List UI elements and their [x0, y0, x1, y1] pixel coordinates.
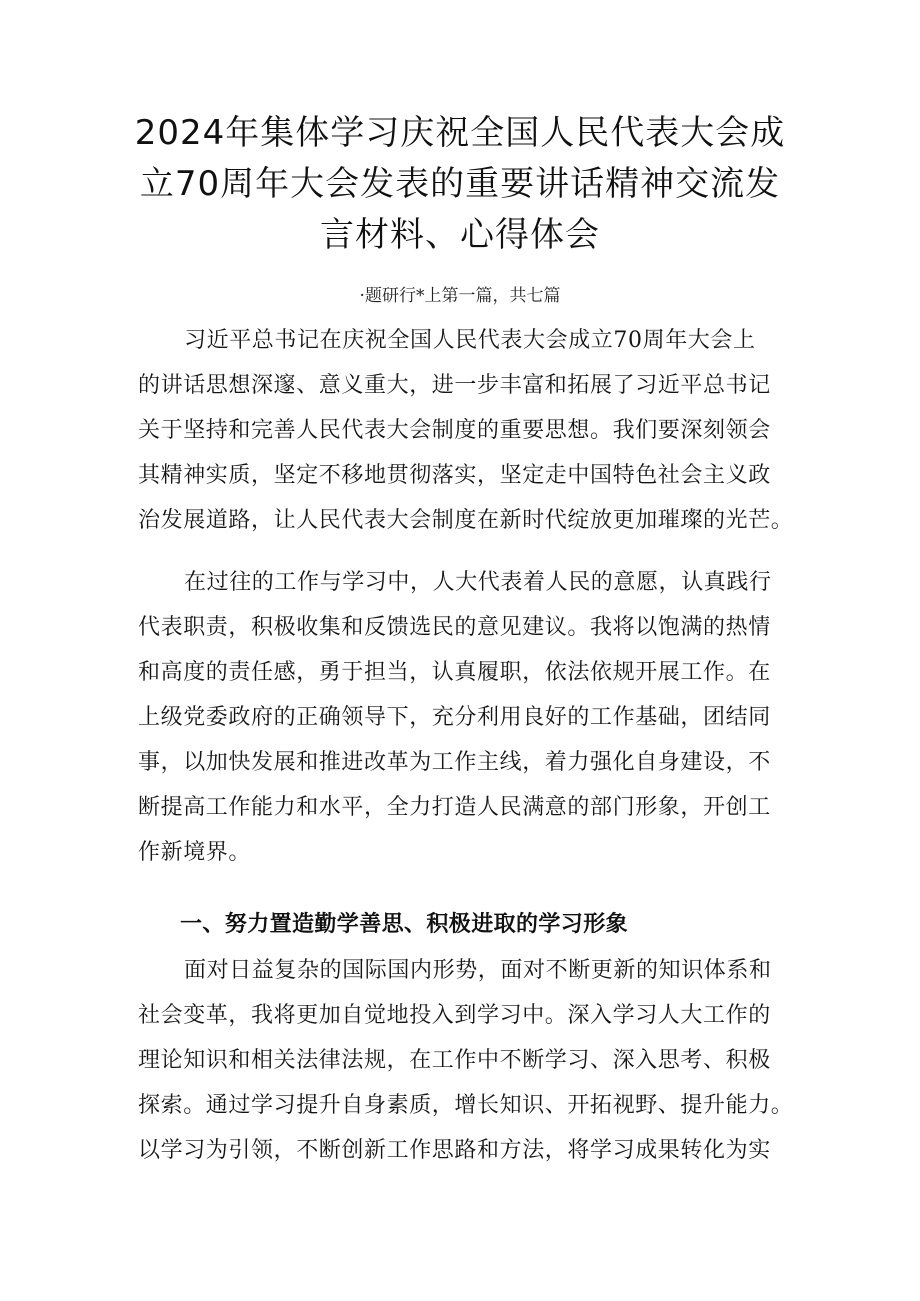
paragraph-line: 作新境界。: [138, 840, 252, 865]
paragraph-line: 断提高工作能力和水平，全力打造人民满意的部门形象，开创工: [138, 795, 771, 820]
paragraph-line: 习近平总书记在庆祝全国人民代表大会成立70周年大会上: [184, 328, 756, 353]
document-title: [120, 108, 800, 261]
paragraph-line: 的讲话思想深邃、意义重大，进一步丰富和拓展了习近平总书记: [138, 373, 771, 398]
document-subtitle: ·题研行*上第一篇，共七篇: [359, 286, 561, 306]
paragraph-line: 理论知识和相关法律法规，在工作中不断学习、深入思考、积极: [138, 1048, 771, 1073]
paragraph-line: 面对日益复杂的国际国内形势，面对不断更新的知识体系和: [184, 958, 772, 983]
section-heading: 一、努力置造勤学善思、积极进取的学习形象: [180, 912, 629, 937]
paragraph-line: 其精神实质，坚定不移地贯彻落实，坚定走中国特色社会主义政: [138, 463, 771, 488]
paragraph-line: 社会变革，我将更加自觉地投入到学习中。深入学习人大工作的: [138, 1003, 771, 1028]
title-line: 立70周年大会发表的重要讲话精神交流发: [139, 164, 781, 204]
paragraph-line: 关于坚持和完善人民代表大会制度的重要思想。我们要深刻领会: [138, 418, 771, 443]
paragraph-line: 以学习为引领，不断创新工作思路和方法，将学习成果转化为实: [138, 1138, 771, 1163]
paragraph-line: 和高度的责任感，勇于担当，认真履职，依法依规开展工作。在: [138, 660, 771, 685]
paragraph-line: 事，以加快发展和推进改革为工作主线，着力强化自身建设，不: [138, 750, 771, 775]
title-line: 2024年集体学习庆祝全国人民代表大会成: [134, 113, 786, 153]
title-line: 言材料、心得体会: [320, 215, 600, 255]
paragraph-line: 代表职责，积极收集和反馈选民的意见建议。我将以饱满的热情: [138, 615, 771, 640]
paragraph-line: 上级党委政府的正确领导下，充分利用良好的工作基础，团结同: [138, 705, 771, 730]
paragraph-line: 在过往的工作与学习中，人大代表着人民的意愿，认真践行: [184, 570, 772, 595]
paragraph-line: 探索。通过学习提升自身素质，增长知识、开拓视野、提升能力。: [138, 1093, 794, 1118]
paragraph-line: 治发展道路，让人民代表大会制度在新时代绽放更加璀璨的光芒。: [138, 508, 794, 533]
